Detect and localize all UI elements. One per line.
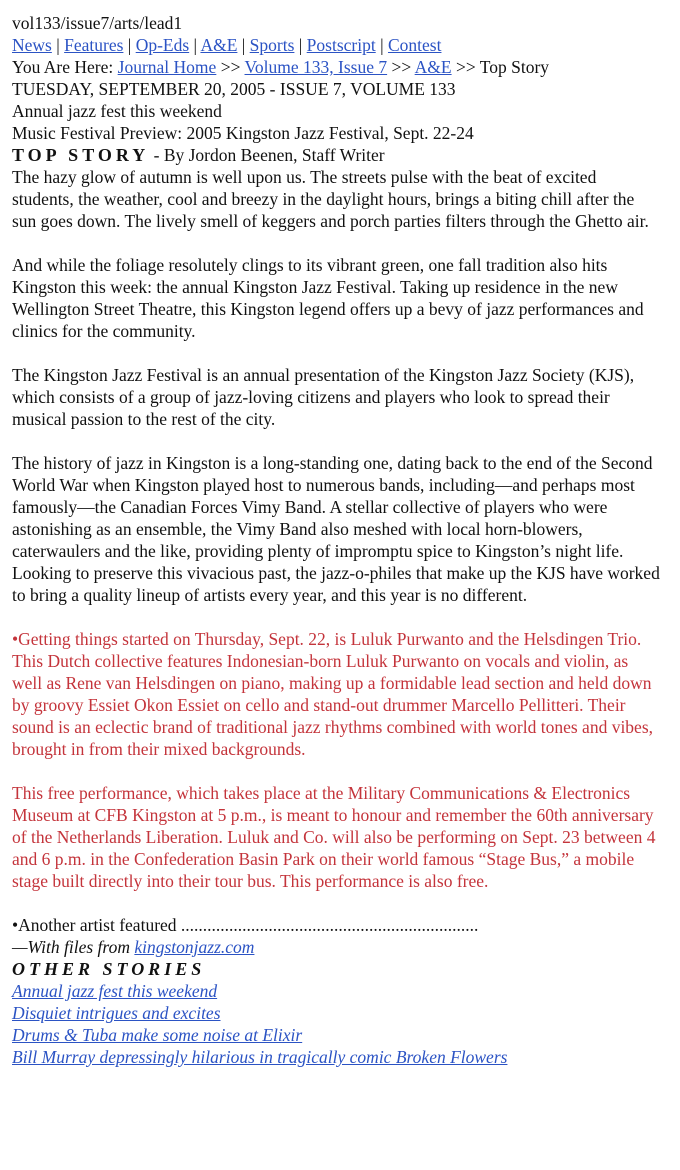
top-story-label: TOP STORY xyxy=(12,145,150,165)
article-body xyxy=(12,166,662,892)
breadcrumb xyxy=(12,56,662,78)
breadcrumb-volume-issue[interactable]: Volume 133, Issue 7 xyxy=(244,57,388,77)
breadcrumb-prefix: You Are Here: xyxy=(12,57,118,77)
nav-separator: | xyxy=(237,35,250,55)
article-title: Annual jazz fest this weekend xyxy=(12,101,222,121)
byline xyxy=(12,144,662,166)
article-paragraph-highlight: This free performance, which takes place at the Military Communications & Electronics Museum at CFB Kingston at 5 p.m., is meant to honour and remember the 60th anniversary of the Netherlands Liberation. Luluk and Co. will also be performing on Sept. 23 between 4 and 6 p.m. in the Confederation Basin Park on their world famous “Stage Bus,” a mobile stage built directly into their tour bus. This performance is also free. xyxy=(12,783,656,891)
other-story-link[interactable]: Drums & Tuba make some noise at Elixir xyxy=(12,1025,303,1045)
nav-separator: | xyxy=(189,35,201,55)
another-artist: •Another artist featured .................................................................... xyxy=(12,915,479,935)
other-story-link[interactable]: Annual jazz fest this weekend xyxy=(12,981,218,1001)
breadcrumb-ae[interactable]: A&E xyxy=(414,57,452,77)
breadcrumb-arrow: >> xyxy=(451,57,480,77)
nav-news[interactable]: News xyxy=(12,35,52,55)
nav-separator: | xyxy=(294,35,307,55)
nav-ae[interactable]: A&E xyxy=(200,35,238,55)
nav-separator: | xyxy=(375,35,388,55)
other-story-link[interactable]: Bill Murray depressingly hilarious in tragically comic Broken Flowers xyxy=(12,1047,508,1067)
nav-op-eds[interactable]: Op-Eds xyxy=(135,35,190,55)
section-nav xyxy=(12,34,662,56)
nav-postscript[interactable]: Postscript xyxy=(306,35,376,55)
credit-line xyxy=(12,936,662,958)
breadcrumb-current: Top Story xyxy=(479,57,550,77)
byline-author: - By Jordon Beenen, Staff Writer xyxy=(149,145,385,165)
article-paragraph: The Kingston Jazz Festival is an annual presentation of the Kingston Jazz Society (KJS), which consists of a group of jazz-loving citizens and players who look to spread their musical passion to the rest of the city. xyxy=(12,365,635,429)
breadcrumb-journal-home[interactable]: Journal Home xyxy=(117,57,217,77)
nav-contest[interactable]: Contest xyxy=(387,35,442,55)
breadcrumb-arrow: >> xyxy=(387,57,415,77)
dateline: TUESDAY, SEPTEMBER 20, 2005 - ISSUE 7, VOLUME 133 xyxy=(12,79,456,99)
url-path: vol133/issue7/arts/lead1 xyxy=(12,13,183,33)
other-stories-heading: OTHER STORIES xyxy=(12,959,206,979)
breadcrumb-arrow: >> xyxy=(216,57,245,77)
article-paragraph: And while the foliage resolutely clings to its vibrant green, one fall tradition also hits Kingston this week: the annual Kingston Jazz Festival. Taking up residence in the new Wellington Street Theatre, this Kingston legend offers up a bevy of jazz performances and clinics for the community. xyxy=(12,255,644,341)
credit-prefix: —With files from xyxy=(12,937,135,957)
other-stories-list xyxy=(12,980,662,1068)
article-paragraph: The hazy glow of autumn is well upon us. The streets pulse with the beat of excited students, the weather, cool and breezy in the daylight hours, brings a biting chill after the sun goes down. The lively smell of keggers and porch parties filters through the Ghetto air. xyxy=(12,167,649,231)
nav-separator: | xyxy=(51,35,65,55)
nav-separator: | xyxy=(123,35,136,55)
article-paragraph: The history of jazz in Kingston is a long-standing one, dating back to the end of the Second World War when Kingston played host to numerous bands, including—and perhaps most famously—the Canadian Forces Vimy Band. A stellar collective of players who were astonishing as an ensemble, the Vimy Band also meshed with local horn-blowers, caterwaulers and the like, providing plenty of impromptu spice to Kingston’s night life. Looking to preserve this vivacious past, the jazz-o-philes that make up the KJS have worked to bring a quality lineup of artists every year, and this year is no different. xyxy=(12,453,660,605)
nav-features[interactable]: Features xyxy=(64,35,124,55)
nav-sports[interactable]: Sports xyxy=(249,35,295,55)
article-subtitle: Music Festival Preview: 2005 Kingston Jazz Festival, Sept. 22-24 xyxy=(12,123,474,143)
article-paragraph-highlight: •Getting things started on Thursday, Sept. 22, is Luluk Purwanto and the Helsdingen Trio. This Dutch collective features Indonesian-born Luluk Purwanto on vocals and violin, as well as Rene van Helsdingen on piano, making up a formidable lead section and held down by groovy Essiet Okon Essiet on cello and stand-out drummer Marcello Pellitteri. Their sound is an eclectic brand of traditional jazz rhythms combined with world tones and vibes, brought in from their mixed backgrounds. xyxy=(12,629,654,759)
other-story-link[interactable]: Disquiet intrigues and excites xyxy=(12,1003,221,1023)
credit-link[interactable]: kingstonjazz.com xyxy=(134,937,255,957)
